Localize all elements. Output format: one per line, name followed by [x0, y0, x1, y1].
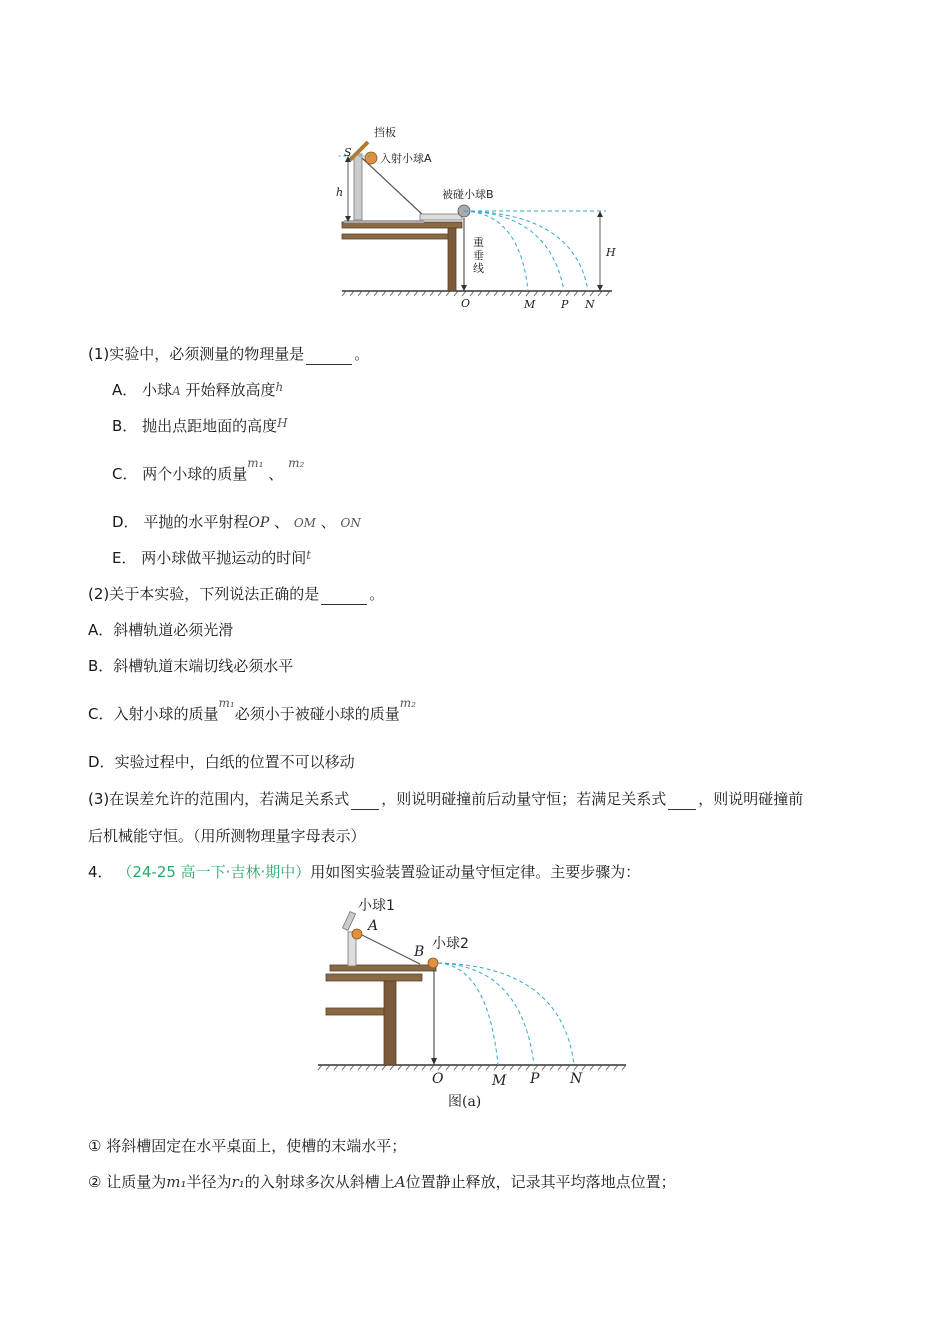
q1-option-e[interactable]: E． 两小球做平抛运动的时间$^t$	[112, 548, 312, 567]
ball-2-label: 小球2	[432, 936, 469, 952]
q1-option-b[interactable]: B． 抛出点距地面的高度$^H$	[112, 416, 288, 435]
s-label: S	[344, 146, 352, 159]
q2-stem: (2)关于本实验，下列说法正确的是 。	[88, 585, 385, 603]
q4-source: （24-25 高一下·吉林·期中）	[117, 863, 311, 881]
q3-line-1: (3)在误差允许的范围内，若满足关系式 ，则说明碰撞前后动量守恒；若满足关系式 ，则说明碰撞前	[88, 790, 804, 808]
q1-option-d[interactable]: D． 平抛的水平射程OP 、 OM 、 ON	[112, 513, 361, 531]
point-p: P	[530, 1071, 540, 1087]
point-n: N	[585, 298, 595, 311]
ball-b-label: 被碰小球B	[442, 188, 494, 201]
answer-blank-energy[interactable]	[668, 789, 696, 810]
q1-option-c[interactable]: C． 两个小球的质量$^{m_1}$ 、 $^{m_2}$	[112, 456, 305, 483]
ball-1	[352, 929, 362, 939]
experiment-figure-1	[330, 118, 630, 318]
point-p: P	[561, 298, 569, 311]
figure-caption: 图(a)	[448, 1094, 482, 1110]
q2-option-d[interactable]: D．实验过程中，白纸的位置不可以移动	[88, 753, 355, 771]
answer-blank-momentum[interactable]	[351, 789, 379, 810]
ball-a	[365, 152, 377, 164]
h-label: h	[336, 186, 344, 199]
answer-blank[interactable]	[306, 344, 352, 365]
q1-option-a[interactable]: A． 小球A 开始释放高度$^h$	[112, 380, 284, 399]
answer-blank[interactable]	[321, 584, 367, 605]
ball-2	[428, 958, 438, 968]
q2-option-a[interactable]: A．斜槽轨道必须光滑	[88, 621, 234, 639]
table-leg	[448, 228, 456, 291]
q4-stem: 4． （24-25 高一下·吉林·期中）用如图实验装置验证动量守恒定律。主要步骤为：	[88, 863, 641, 881]
q2-option-c[interactable]: C．入射小球的质量$^{m_1}$必须小于被碰小球的质量$^{m_2}$	[88, 696, 416, 723]
experiment-figure-2	[312, 890, 632, 1120]
point-o: O	[461, 297, 471, 310]
point-n: N	[570, 1071, 583, 1087]
ball-a-label: 入射小球A	[380, 152, 432, 165]
q2-option-b[interactable]: B．斜槽轨道末端切线必须水平	[88, 657, 294, 675]
plumb-label-3: 线	[473, 262, 484, 275]
point-o: O	[432, 1071, 444, 1087]
step-2: ② 让质量为m₁半径为r₁的入射球多次从斜槽上A位置静止释放，记录其平均落地点位置；	[88, 1173, 676, 1191]
point-b-label: B	[414, 944, 425, 960]
baffle-label: 挡板	[374, 126, 396, 139]
q1-stem: (1)实验中，必须测量的物理量是 。	[88, 345, 370, 363]
point-m: M	[524, 298, 536, 311]
q3-line-2: 后机械能守恒。（用所测物理量字母表示）	[88, 827, 366, 845]
point-m: M	[492, 1073, 507, 1089]
point-a-label: A	[368, 918, 379, 934]
step-1: ① 将斜槽固定在水平桌面上，使槽的末端水平；	[88, 1137, 407, 1155]
plumb-label-2: 垂	[473, 249, 484, 262]
plumb-label-1: 重	[473, 236, 484, 249]
ball-1-label: 小球1	[358, 898, 395, 914]
H-label: H	[606, 246, 616, 259]
